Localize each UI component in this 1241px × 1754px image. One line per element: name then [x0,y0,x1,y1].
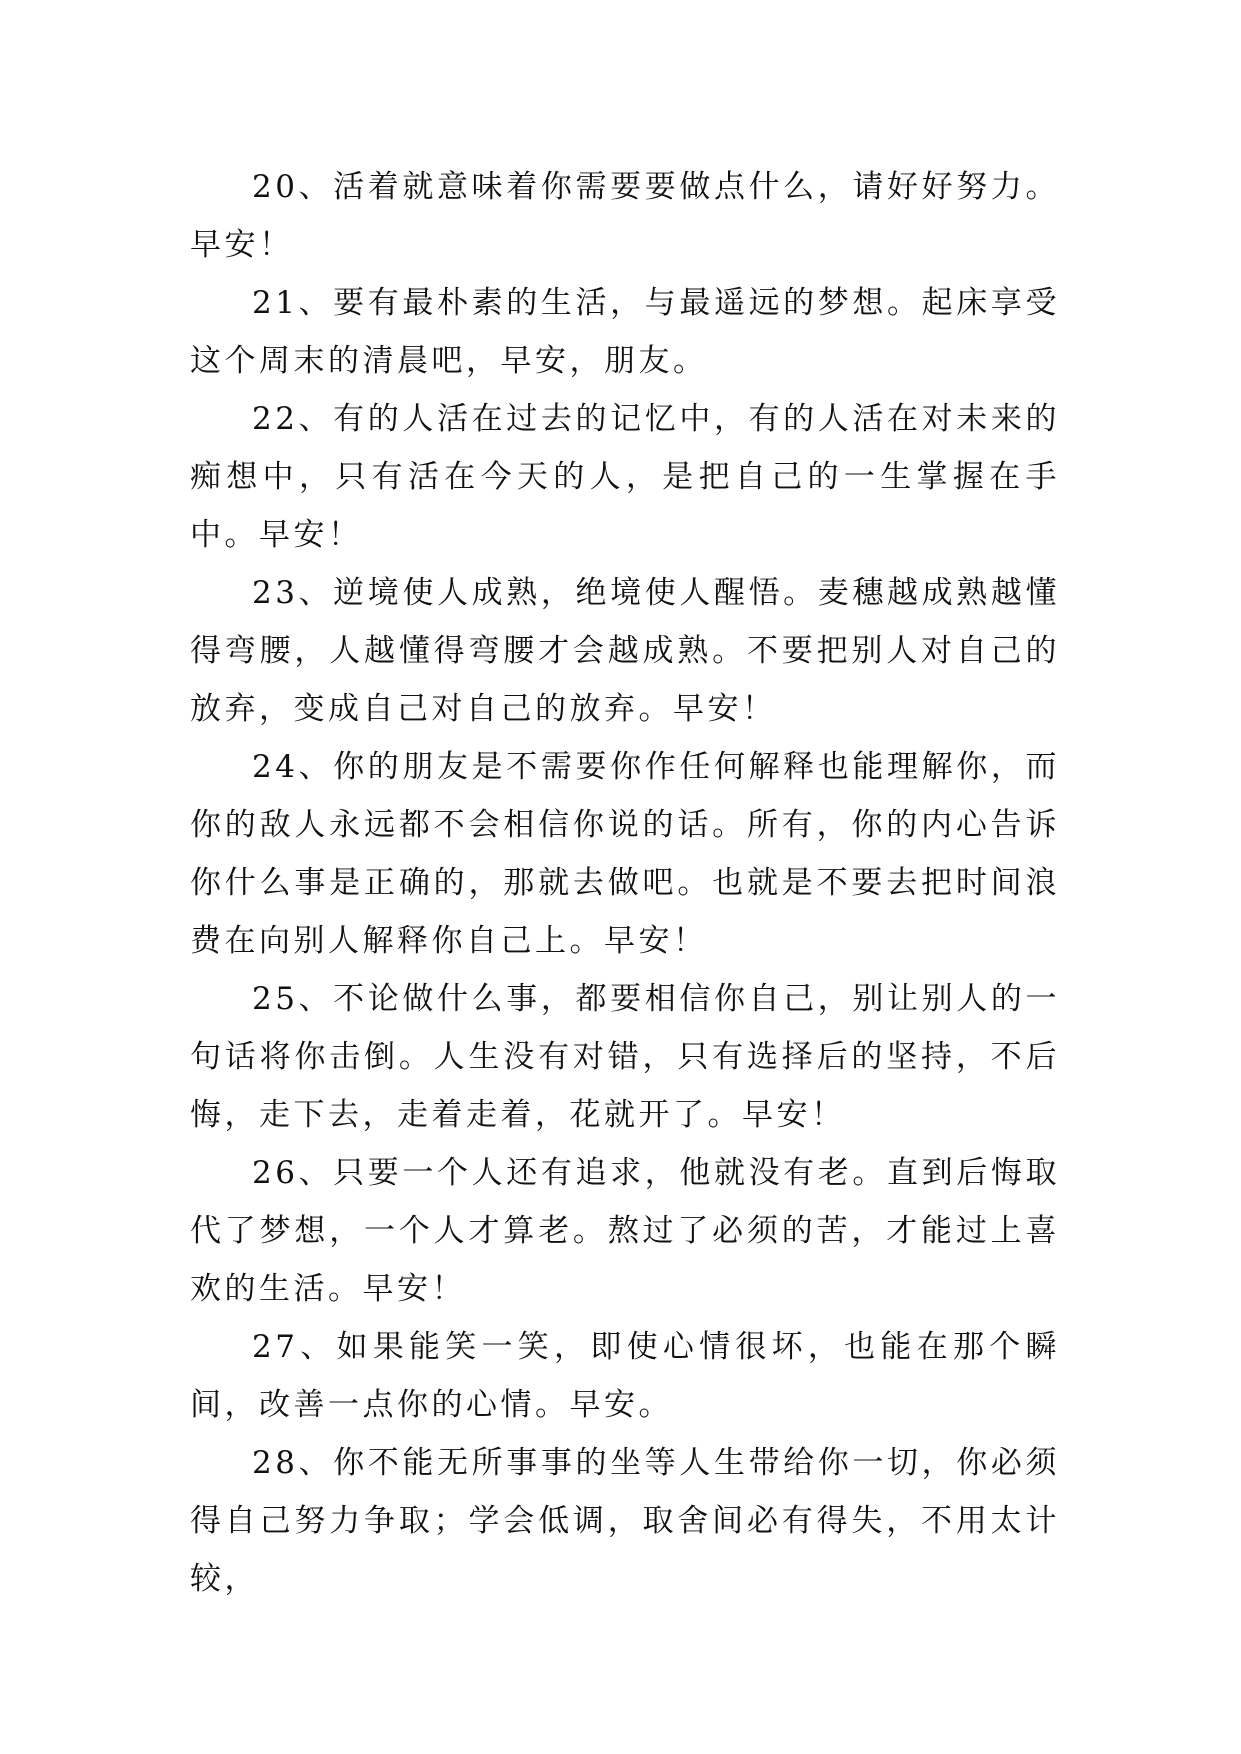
document-body [190,158,1060,1608]
paragraph-26: 26、只要一个人还有追求，他就没有老。直到后悔取代了梦想，一个人才算老。熬过了必须的苦，才能过上喜欢的生活。早安！ [190,1155,1060,1307]
paragraph-25: 25、不论做什么事，都要相信你自己，别让别人的一句话将你击倒。人生没有对错，只有选择后的坚持，不后悔，走下去，走着走着，花就开了。早安！ [190,981,1060,1133]
paragraph-22: 22、有的人活在过去的记忆中，有的人活在对未来的痴想中，只有活在今天的人，是把自己的一生掌握在手中。早安！ [190,401,1060,553]
paragraph-24: 24、你的朋友是不需要你作任何解释也能理解你，而你的敌人永远都不会相信你说的话。所有，你的内心告诉你什么事是正确的，那就去做吧。也就是不要去把时间浪费在向别人解释你自己上。早安！ [190,749,1060,959]
paragraph-20: 20、活着就意味着你需要要做点什么，请好好努力。早安！ [190,169,1060,263]
paragraph-23: 23、逆境使人成熟，绝境使人醒悟。麦穗越成熟越懂得弯腰，人越懂得弯腰才会越成熟。不要把别人对自己的放弃，变成自己对自己的放弃。早安！ [190,575,1060,727]
paragraph-27: 27、如果能笑一笑，即使心情很坏，也能在那个瞬间，改善一点你的心情。早安。 [190,1329,1060,1423]
paragraph-28: 28、你不能无所事事的坐等人生带给你一切，你必须得自己努力争取；学会低调，取舍间必有得失，不用太计较， [190,1445,1060,1597]
paragraph-21: 21、要有最朴素的生活，与最遥远的梦想。起床享受这个周末的清晨吧，早安，朋友。 [190,285,1060,379]
